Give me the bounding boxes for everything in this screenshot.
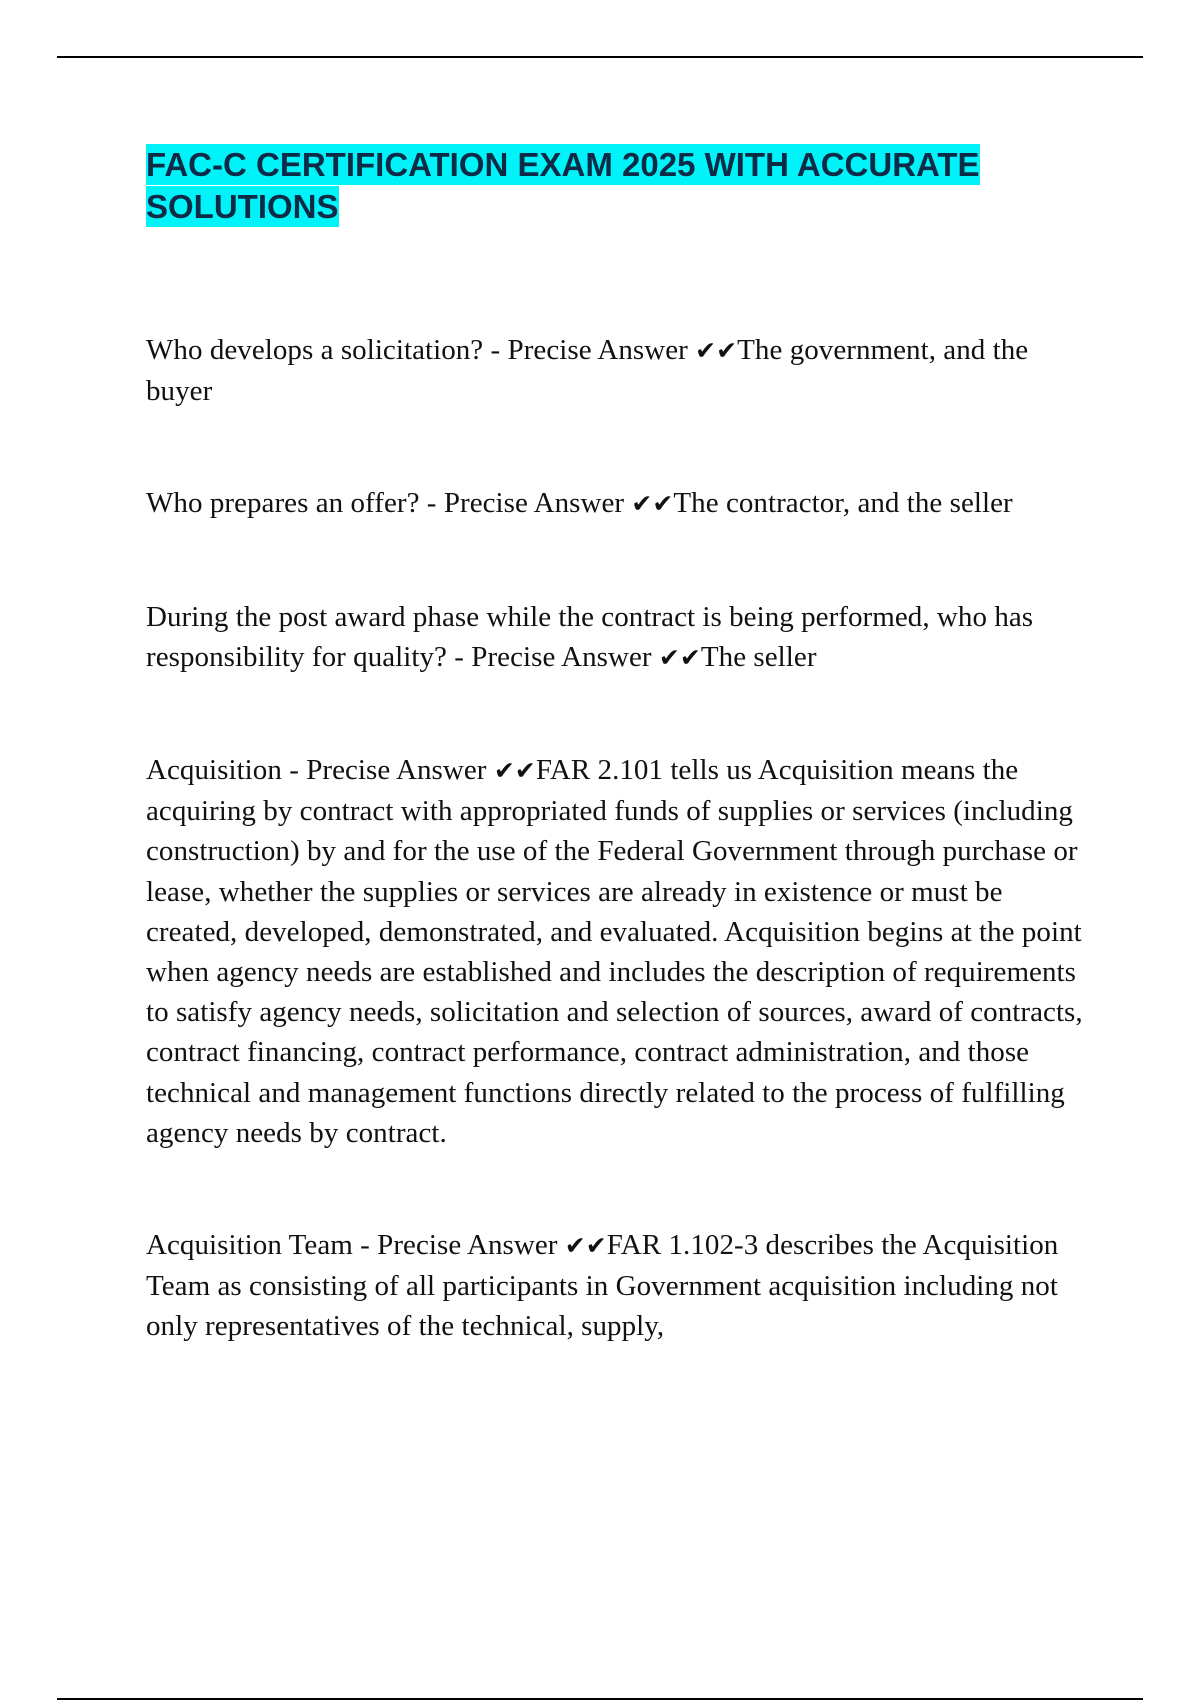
- question-text: Acquisition: [146, 754, 282, 787]
- answer-text: FAR 1.102-3 describes the Acquisition Team as consisting of all participants in Government acquisition including not only representatives of the technical, supply,: [146, 1229, 1059, 1343]
- double-check-icon: ✔✔: [493, 756, 536, 786]
- qa-entry: Acquisition - Precise Answer ✔✔FAR 2.101 tells us Acquisition means the acquiring by contract with appropriated funds of supplies or services (including construction) by and for the use of the Federal Government through purchase or lease, whether the supplies or services are already in existence or must be created, developed, demonstrated, and evaluated. Acquisition begins at the point when agency needs are established and includes the description of requirements to satisfy agency needs, solicitation and selection of sources, award of contracts, contract financing, contract performance, contract administration, and those technical and management functions directly related to the process of fulfilling agency needs by contract.: [146, 754, 1083, 1149]
- question-text: Who prepares an offer?: [146, 487, 420, 520]
- qa-entry: Who prepares an offer? - Precise Answer ✔✔The contractor, and the seller: [146, 487, 1013, 520]
- question-text: During the post award phase while the contract is being performed, who has responsibility for quality?: [146, 600, 1034, 673]
- qa-entry: Acquisition Team - Precise Answer ✔✔FAR 1.102-3 describes the Acquisition Team as consisting of all participants in Government acquisition including not only representatives of the technical, supply,: [146, 1229, 1059, 1343]
- qa-entry: Who develops a solicitation? - Precise Answer ✔✔The government, and the buyer: [146, 334, 1029, 408]
- double-check-icon: ✔✔: [564, 1231, 607, 1261]
- qa-entry: During the post award phase while the contract is being performed, who has responsibility for quality? - Precise Answer ✔✔The seller: [146, 600, 1034, 673]
- top-rule: [57, 56, 1143, 58]
- answer-text: The contractor, and the seller: [673, 487, 1013, 520]
- double-check-icon: ✔✔: [631, 489, 674, 519]
- answer-text: FAR 2.101 tells us Acquisition means the acquiring by contract with appropriated funds of supplies or services (including construction) by and for the use of the Federal Government through purchase or lease, whether the supplies or services are already in existence or must be created, developed, demonstrated, and evaluated. Acquisition begins at the point when agency needs are established and includes the description of requirements to satisfy agency needs, solicitation and selection of sources, award of contracts, contract financing, contract performance, contract administration, and those technical and management functions directly related to the process of fulfilling agency needs by contract.: [146, 754, 1083, 1149]
- answer-label: Precise Answer: [443, 487, 625, 520]
- question-text: Acquisition Team: [146, 1229, 353, 1262]
- double-check-icon: ✔✔: [658, 642, 701, 672]
- answer-label: Precise Answer: [471, 640, 652, 673]
- answer-text: The government, and the buyer: [146, 334, 1029, 408]
- double-check-icon: ✔✔: [695, 336, 738, 365]
- document-body: [146, 144, 1096, 1419]
- answer-label: Precise Answer: [306, 754, 487, 787]
- document-title: FAC-C CERTIFICATION EXAM 2025 WITH ACCURATE SOLUTIONS: [146, 146, 980, 225]
- question-text: Who develops a solicitation?: [146, 334, 484, 366]
- answer-label: Precise Answer: [377, 1229, 558, 1262]
- answer-label: Precise Answer: [507, 334, 688, 366]
- answer-text: The seller: [700, 640, 817, 673]
